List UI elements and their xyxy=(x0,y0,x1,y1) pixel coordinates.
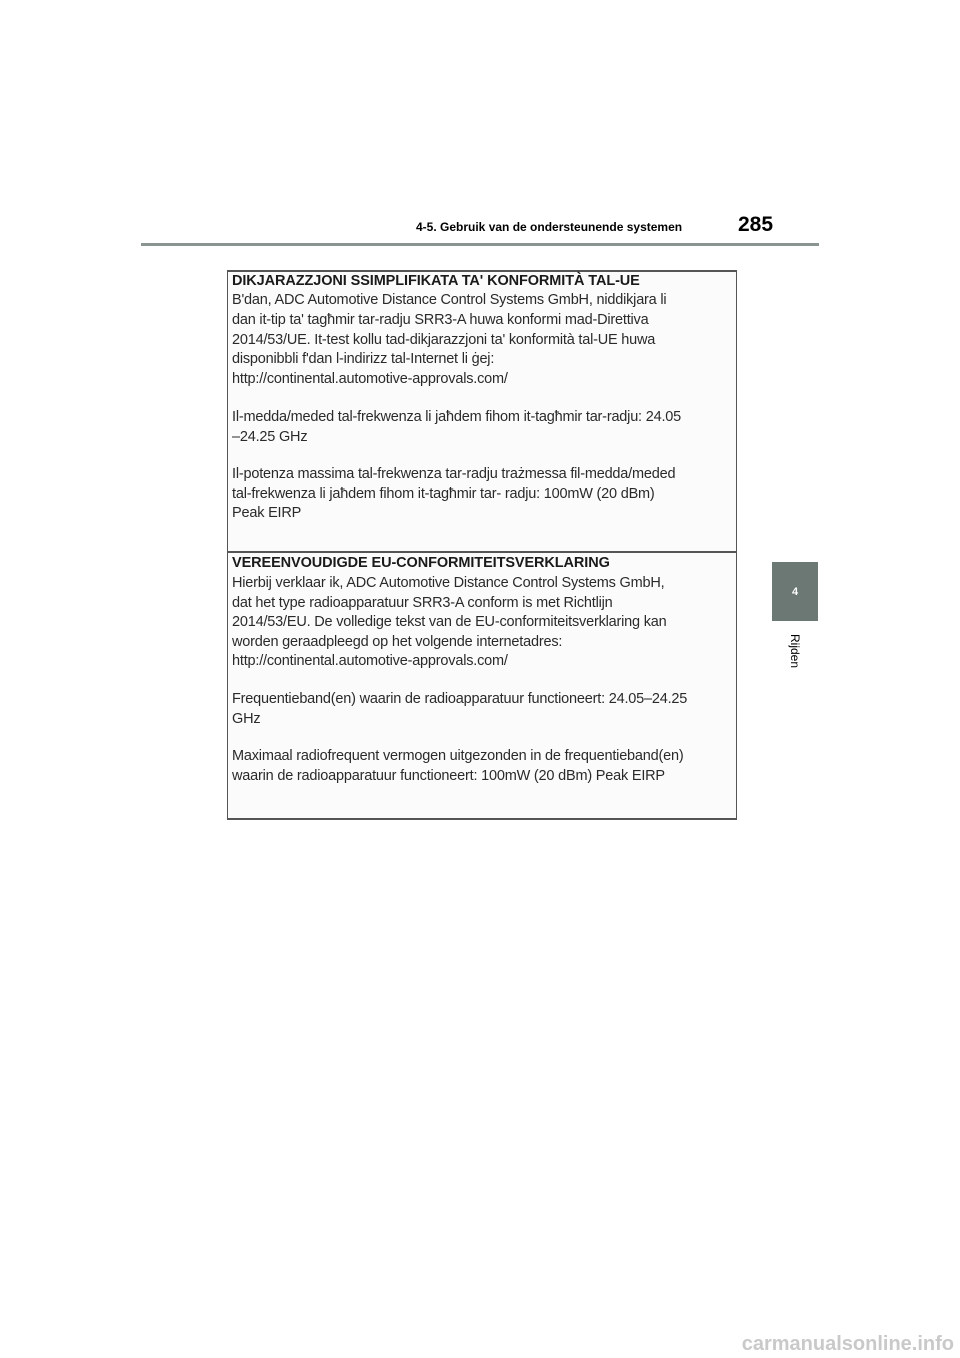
nl-power-line: waarin de radioapparatuur functioneert: 100mW (20 dBm) Peak EIRP xyxy=(232,768,665,784)
scan-section-divider xyxy=(228,551,736,553)
mt-declaration-line: disponibbli f'dan l-indirizz tal-Internet li ġej: xyxy=(232,351,495,367)
mt-declaration-url: http://continental.automotive-approvals.com/ xyxy=(232,371,508,387)
mt-power-line: tal-frekwenza li jaħdem fihom it-tagħmir tar- radju: 100mW (20 dBm) xyxy=(232,486,655,502)
chapter-number: 4 xyxy=(791,585,799,598)
mt-frequency-line: –24.25 GHz xyxy=(232,429,308,445)
chapter-tab[interactable] xyxy=(772,562,818,621)
mt-declaration-line: dan it-tip ta' tagħmir tar-radju SRR3-A huwa konformi mad-Direttiva xyxy=(232,312,649,328)
nl-declaration-line: 2014/53/EU. De volledige tekst van de EU-conformiteitsverklaring kan xyxy=(232,614,667,630)
declaration-scan xyxy=(227,270,737,820)
section-title: 4-5. Gebruik van de ondersteunende systemen xyxy=(416,220,683,234)
mt-declaration-line: 2014/53/UE. It-test kollu tad-dikjarazzjoni ta' konformità tal-UE huwa xyxy=(232,332,656,348)
nl-declaration-url: http://continental.automotive-approvals.com/ xyxy=(232,653,508,669)
nl-frequency-line: GHz xyxy=(232,711,261,727)
scan-top-border xyxy=(228,270,736,272)
mt-power-line: Peak EIRP xyxy=(232,505,302,521)
watermark: carmanualsonline.info xyxy=(741,1333,954,1355)
nl-declaration-line: worden geraadpleegd op het volgende internetadres: xyxy=(232,634,563,650)
nl-frequency-line: Frequentieband(en) waarin de radioapparatuur functioneert: 24.05–24.25 xyxy=(232,691,688,707)
scan-bottom-border xyxy=(228,818,736,820)
page-number: 285 xyxy=(738,213,774,236)
mt-declaration-line: B'dan, ADC Automotive Distance Control Systems GmbH, niddikjara li xyxy=(232,292,667,308)
mt-declaration-title: DIKJARAZZJONI SSIMPLIFIKATA TA' KONFORMITÀ TAL-UE xyxy=(232,273,640,289)
nl-declaration-line: Hierbij verklaar ik, ADC Automotive Distance Control Systems GmbH, xyxy=(232,575,665,591)
chapter-label: Rijden xyxy=(788,633,802,669)
nl-declaration-title: VEREENVOUDIGDE EU-CONFORMITEITSVERKLARING xyxy=(232,555,610,571)
header-divider xyxy=(141,243,819,246)
mt-power-line: Il-potenza massima tal-frekwenza tar-radju trażmessa fil-medda/meded xyxy=(232,466,676,482)
nl-power-line: Maximaal radiofrequent vermogen uitgezonden in de frequentieband(en) xyxy=(232,748,684,764)
nl-declaration-line: dat het type radioapparatuur SRR3-A conform is met Richtlijn xyxy=(232,595,613,611)
mt-frequency-line: Il-medda/meded tal-frekwenza li jaħdem fihom it-tagħmir tar-radju: 24.05 xyxy=(232,409,681,425)
